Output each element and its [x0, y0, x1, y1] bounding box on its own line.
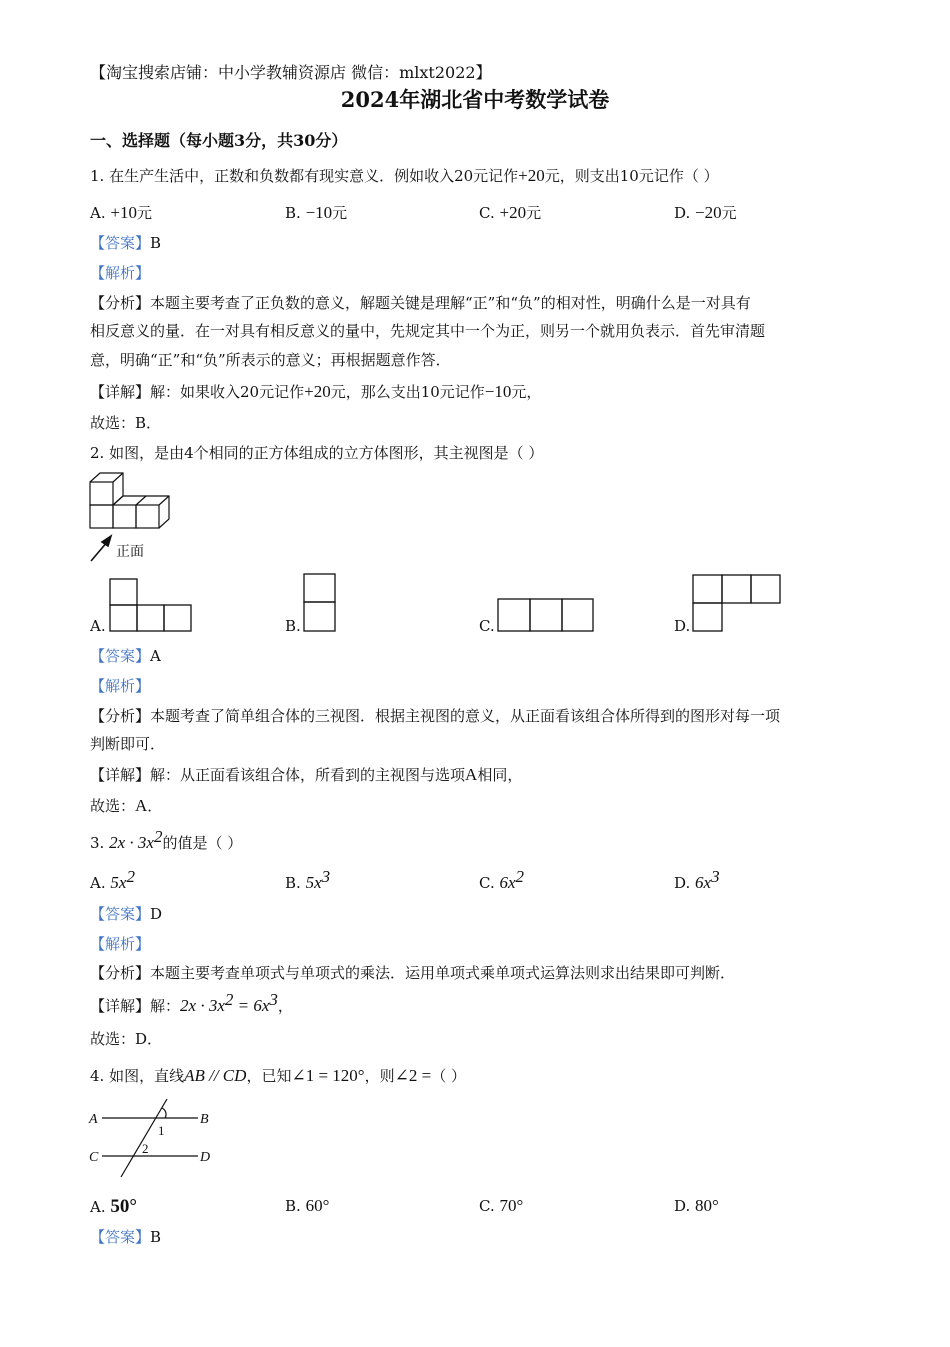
q1-fenxi-line2: 相反意义的量．在一对具有相反意义的量中，先规定其中一个为正，则另一个就用负表示．首先审清题 — [90, 322, 766, 340]
q1-option-b: B. −10元 — [285, 203, 348, 222]
label-b: B — [200, 1112, 209, 1127]
q4-option-d: D. 80° — [674, 1196, 719, 1215]
q3-analysis-tag: 【解析】 — [90, 935, 151, 953]
q1-answer: 【答案】B — [90, 234, 162, 252]
q2-fenxi-line2: 判断即可． — [90, 735, 166, 753]
q2-analysis-tag: 【解析】 — [90, 677, 151, 695]
q2-option-b-figure — [303, 573, 337, 633]
angle-1-label: 1 — [158, 1123, 165, 1138]
q3-choice: 故选：D． — [90, 1030, 163, 1048]
label-c: C — [89, 1150, 99, 1165]
q3-option-d: D. $6x^3$ — [674, 867, 720, 892]
q3-answer: 【答案】D — [90, 905, 163, 923]
q2-option-c-letter: C. — [479, 617, 495, 635]
q1-option-c: C. +20元 — [479, 203, 542, 222]
q1-fenxi-line3: 意，明确“正”和“负”所表示的意义；再根据题意作答． — [90, 351, 451, 369]
q1-choice: 故选：B． — [90, 414, 162, 432]
q2-stem: 2. 如图，是由4个相同的正方体组成的立方体图形，其主视图是（ ） — [90, 444, 544, 462]
q2-option-d-letter: D. — [674, 617, 691, 635]
front-label: 正面 — [116, 544, 144, 560]
promo-header: 【淘宝搜索店铺：中小学教辅资源店 微信：mlxt2022】 — [90, 63, 492, 82]
q2-choice: 故选：A． — [90, 796, 163, 815]
q2-answer: 【答案】A — [90, 647, 161, 665]
q3-detail: 【详解】解：$2x \cdot 3x^2 = 6x^3$， — [90, 990, 293, 1015]
q2-option-b-letter: B. — [285, 617, 301, 635]
q2-fenxi-line1: 【分析】本题考查了简单组合体的三视图．根据主视图的意义，从正面看该组合体所得到的图形对每一项 — [90, 707, 781, 725]
q4-option-b: B. 60° — [285, 1196, 330, 1215]
angle-2-label: 2 — [142, 1141, 149, 1156]
q2-detail: 【详解】解：从正面看该组合体，所看到的主视图与选项A相同， — [90, 765, 523, 784]
label-d: D — [200, 1150, 211, 1165]
q1-option-a: A. +10元 — [90, 203, 152, 222]
q3-option-a: A. $5x^2$ — [90, 867, 135, 892]
q4-stem: 4. 如图，直线AB // CD，已知∠1 = 120°，则∠2 =（ ） — [90, 1066, 466, 1085]
q1-analysis-tag: 【解析】 — [90, 264, 151, 282]
page-title: 2024年湖北省中考数学试卷 — [340, 87, 610, 112]
q1-stem: 1. 在生产生活中，正数和负数都有现实意义．例如收入20元记作+20元，则支出10元记作（ ） — [90, 166, 719, 185]
q1-option-d: D. −20元 — [674, 203, 737, 222]
q2-option-c-figure — [497, 598, 595, 633]
q4-answer: 【答案】B — [90, 1228, 162, 1246]
q2-option-a-letter: A. — [90, 617, 106, 635]
section-heading: 一、选择题（每小题3分，共30分） — [90, 131, 348, 150]
q4-parallel-lines-figure — [88, 1096, 218, 1181]
q1-detail: 【详解】解：如果收入20元记作+20元，那么支出10元记作−10元， — [90, 382, 542, 401]
label-a: A — [89, 1112, 98, 1127]
q3-stem: 3. $2x \cdot 3x^2$的值是（ ） — [90, 827, 243, 852]
q4-option-c: C. 70° — [479, 1196, 524, 1215]
q3-option-b: B. $5x^3$ — [285, 867, 331, 892]
q3-fenxi: 【分析】本题主要考查单项式与单项式的乘法．运用单项式乘单项式运算法则求出结果即可判断． — [90, 964, 736, 982]
q1-fenxi-line1: 【分析】本题主要考查了正负数的意义，解题关键是理解“正”和“负”的相对性，明确什么是一对具有 — [90, 294, 751, 312]
q3-option-c: C. $6x^2$ — [479, 867, 525, 892]
q2-option-a-figure — [109, 578, 193, 633]
q4-option-a: A. 50° — [90, 1196, 137, 1217]
q2-option-d-figure — [692, 574, 782, 633]
